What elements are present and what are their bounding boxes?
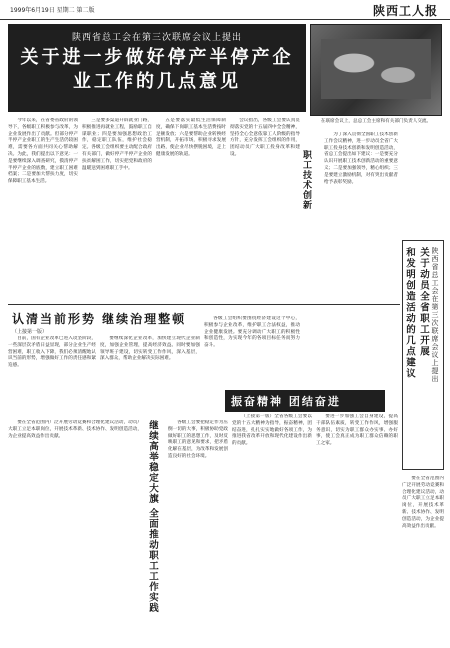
story2-title: 认清当前形势 继续治理整顿 bbox=[12, 312, 187, 326]
story2-byline: （上接第一版） bbox=[12, 329, 48, 335]
lead-column-3: 五是要落实最低生活保障制度，确保下岗职工基本生活费按时足额发放；六是要帮助企业转换经营机制，开拓市场，积极寻求发展出路，使企业尽快摆脱困境，走上健康发展的轨道。 bbox=[156, 118, 226, 157]
lead-headline-block bbox=[8, 24, 306, 112]
lead-column-1: 今年以来，在省委省政府的领导下，各级职工积极参与改革，为企业发展作出了贡献。但部分停产半停产企业职工的生产生活仍较困难，需要各方面共同关心帮助解决。为此，我们提出以下意见：一是要继续深入调查研究，摸清停产半停产企业的底数，建立职工困难档案；二是要加大帮扶力度，切实保障职工基本生活。 bbox=[8, 118, 78, 185]
side-story-kicker: 陕西省总工会在第三次联席会议上提出 bbox=[431, 247, 439, 383]
lead-column-4: 会议指出，各级工会要认真贯彻落实党的十五届四中全会精神，坚持全心全意依靠工人阶级的指导方针，充分发挥工会组织的作用，团结动员广大职工投身改革和建设。 bbox=[230, 118, 300, 157]
story3-title: 振奋精神 团结奋进 bbox=[225, 390, 385, 412]
story3-column-1: （上接第一版）全省各级工会要以党的十五大精神为指导，振奋精神，团结奋进，扎扎实实地做好各项工作，为推进我省改革开放和现代化建设作出新的贡献。 bbox=[232, 414, 312, 447]
story3-column-2: 要进一步加强工会自身建设，提高干部队伍素质，转变工作作风，增强服务意识，切实为职工群众办实事、办好事，使工会真正成为职工群众信赖的职工之家。 bbox=[316, 414, 398, 447]
story4-column-2: 各级工会要把稳定作为压倒一切的大事，积极协助党政做好职工的思想工作，及时反映职工的意见和要求，把矛盾化解在基层，为改革和发展创造良好的社会环境。 bbox=[168, 420, 228, 459]
side-story-headline-1: 关于动员全省职工开展 bbox=[418, 247, 429, 357]
section-rule bbox=[8, 304, 400, 305]
story2-column-2: 要继续深化企业改革，加快建立现代企业制度，加强企业管理，提高经济效益。同时要加强领导班子建设，切实转变工作作风，深入基层，深入群众，帮助企业解决实际困难。 bbox=[100, 336, 200, 362]
masthead bbox=[0, 0, 450, 20]
side-story-headline-box bbox=[402, 240, 444, 470]
story4-vertical-title: 继续高举稳定大旗 全面推动职工工作实践 bbox=[147, 420, 158, 614]
lead-kicker: 陕西省总工会在第三次联席会议上提出 bbox=[71, 33, 242, 43]
paper-name: 陕西工人报 bbox=[372, 4, 438, 18]
story2-column-3: 各级工会组织要围绕经济建设这个中心，积极参与企业改革，维护职工合法权益，推动企业健康发展。要充分调动广大职工的积极性和创造性，为实现今年的各项目标任务而努力奋斗。 bbox=[204, 316, 300, 349]
story4-column-1: 要在全省范围内广泛开展劳动竞赛和合理化建议活动，动员广大职工立足本职岗位，开展技术革新、技术协作、发明创造活动，为企业提高效益作出贡献。 bbox=[8, 420, 142, 439]
issue-date: 1999年6月19日 星期二 第二版 bbox=[10, 7, 95, 14]
mid-vertical-title: 职工技术创新 bbox=[301, 150, 311, 210]
side-story-column-2: 要在全省范围内广泛开展劳动竞赛和合理化建议活动，动员广大职工立足本职岗位，开展技术革新、技术协作、发明创造活动，为企业提高效益作出贡献。 bbox=[402, 476, 444, 529]
photo-caption: 在联席会议上，总总工会主席和有关部门负责人交流。 bbox=[320, 119, 432, 124]
side-story-headline-2: 和发明创造活动的几点建议 bbox=[404, 247, 415, 379]
lead-column-2: 三是要多渠道开辟就业门路，积极推进再就业工程，鼓励职工自谋职业；四是要加强思想政治工作，稳定职工队伍，维护社会稳定。各级工会组织要主动配合政府有关部门，做好停产半停产企业的扶贫解困工作，切实把党和政府的温暖送到困难职工手中。 bbox=[82, 118, 152, 171]
side-story-text: 为了深入贯彻全国职工技术创新工作会议精神，进一步动员全省广大职工投身技术创新和发明创造活动，省总工会提出如下建议：一是要充分认识开展职工技术创新活动的重要意义；二是要加强领导，精心组织；三是要建立激励机制，对有突出贡献者给予表彰奖励。 bbox=[324, 132, 398, 185]
story2-column-1: 目前，国有企业改革已进入攻坚阶段，一些深层次矛盾日益显现，部分企业生产经营困难，职工收入下降，我们必须清醒地认识当前的形势，增强做好工作的责任感和紧迫感。 bbox=[8, 336, 96, 369]
lead-headline: 关于进一步做好停产半停产企业工作的几点意见 bbox=[20, 47, 294, 92]
news-photo bbox=[310, 24, 442, 116]
